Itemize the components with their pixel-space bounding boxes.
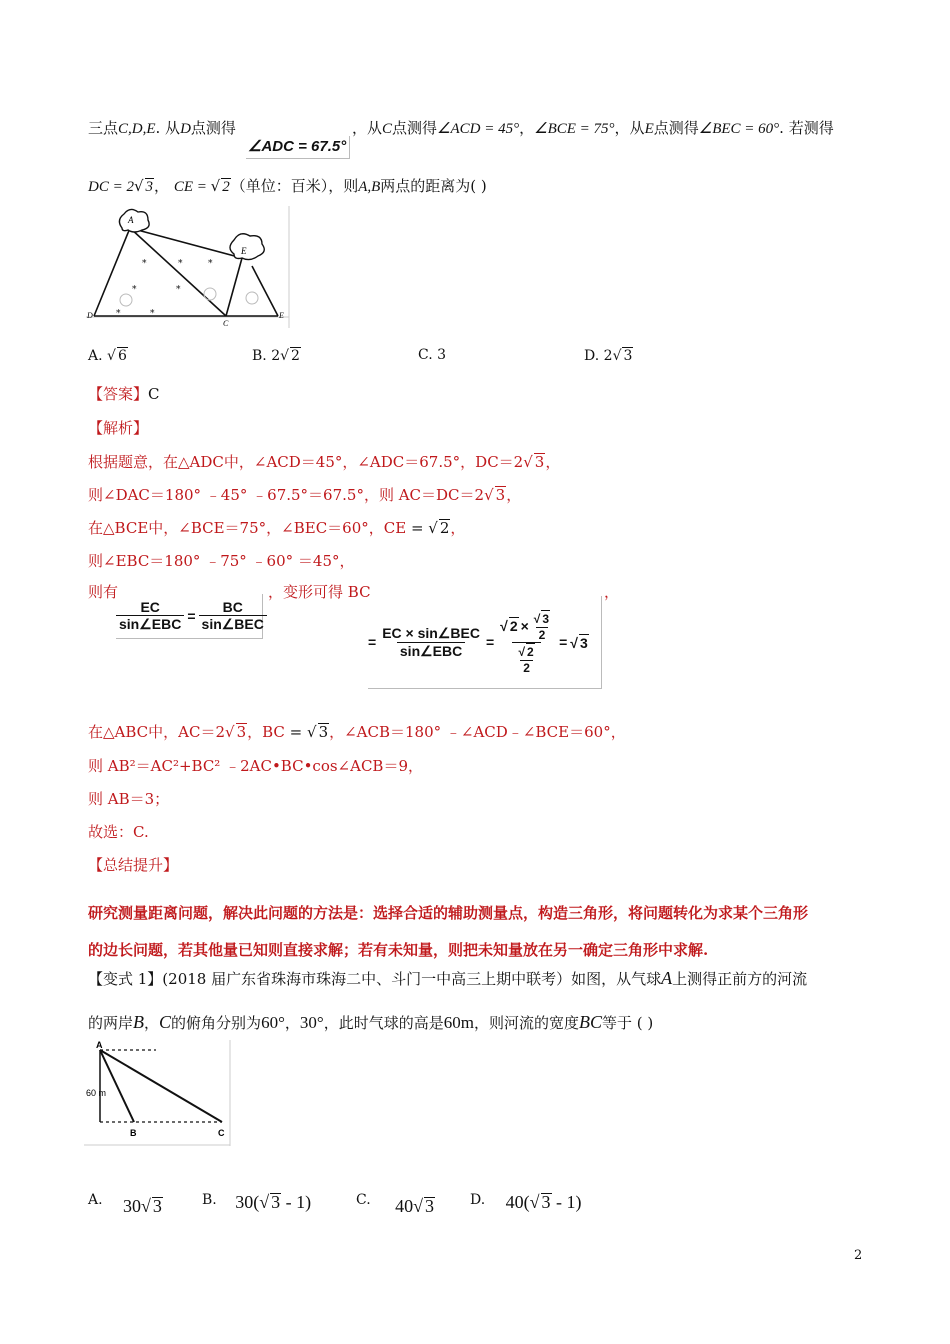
option-label: A. bbox=[88, 1192, 103, 1208]
option-label: D. bbox=[470, 1192, 486, 1208]
numerator: √ 3 bbox=[533, 611, 550, 626]
q1-option-b[interactable] bbox=[252, 347, 301, 364]
text: 的俯角分别为 bbox=[171, 1014, 262, 1032]
text: 【变式 1】(2018 届广东省珠海市珠海二中、斗门一中高三上期中联考）如图，从气球 bbox=[88, 970, 662, 988]
line-be bbox=[252, 266, 278, 316]
fig-label-e-top: E bbox=[241, 246, 247, 256]
ab: A,B bbox=[358, 179, 381, 195]
analysis-line9: 故选：C. bbox=[88, 823, 149, 841]
sqrt: √ 3 bbox=[225, 723, 247, 741]
balloon-figure bbox=[84, 1040, 232, 1146]
fig-label-c: C bbox=[223, 319, 229, 328]
angle-60: 60° bbox=[261, 1013, 285, 1032]
fraction-values bbox=[497, 610, 556, 675]
point-c: C bbox=[159, 1012, 172, 1032]
numerator: √ 2 bbox=[518, 644, 534, 659]
radicand: 3 bbox=[318, 723, 329, 741]
dc: DC = 2 bbox=[88, 179, 134, 195]
option-label: C. bbox=[356, 1192, 371, 1208]
text: ，变形可得 BC bbox=[268, 583, 371, 601]
sqrt: √ 2 bbox=[210, 177, 230, 195]
points: C,D,E bbox=[118, 121, 156, 137]
angle-adc-image bbox=[246, 136, 350, 159]
sqrt: √ 3 bbox=[133, 177, 154, 195]
sqrt: √ 3 bbox=[307, 723, 329, 741]
fraction-formula bbox=[379, 625, 483, 660]
numerator: BC bbox=[222, 599, 243, 615]
q1-option-a[interactable] bbox=[88, 347, 128, 364]
radicand: 3 bbox=[145, 179, 154, 195]
analysis-line1 bbox=[88, 452, 560, 472]
fig-label-a: A bbox=[128, 215, 134, 225]
analysis-tag: 【解析】 bbox=[88, 419, 149, 437]
angle-bce: ∠BCE = 75° bbox=[534, 121, 615, 137]
text: 点测得 bbox=[190, 119, 236, 137]
radicand: 2 bbox=[509, 618, 518, 634]
radicand: 6 bbox=[117, 348, 127, 364]
angle-acd: ∠ACD = 45° bbox=[437, 121, 520, 137]
analysis-line2 bbox=[88, 485, 521, 505]
text: ，从 bbox=[352, 119, 383, 137]
text: ， bbox=[144, 1014, 160, 1032]
radicand: 2 bbox=[527, 644, 534, 659]
answer-line bbox=[88, 384, 160, 404]
analysis-line5-mid bbox=[268, 582, 371, 602]
numerator: EC bbox=[140, 599, 160, 615]
svg-text:*: * bbox=[150, 309, 155, 319]
radicand: 3 bbox=[271, 1192, 281, 1212]
svg-text:*: * bbox=[176, 285, 181, 295]
point-c: C bbox=[382, 121, 393, 137]
text: ，从 bbox=[614, 119, 645, 137]
text: 则有 bbox=[88, 583, 119, 601]
equals: = bbox=[559, 634, 568, 650]
answer-tag: 【答案】 bbox=[88, 385, 149, 403]
text: - 1) bbox=[551, 1192, 582, 1212]
option-value: 30√ 3 bbox=[123, 1196, 162, 1216]
angle-adc: ∠ADC = 67.5° bbox=[248, 138, 347, 155]
cloud-e-icon bbox=[230, 234, 264, 260]
denominator: sin∠EBC bbox=[397, 642, 465, 660]
line-ad bbox=[94, 228, 130, 316]
text: 三点 bbox=[88, 119, 119, 137]
radicand: 3 bbox=[152, 1196, 162, 1216]
mountain-figure bbox=[86, 206, 292, 328]
denominator: 2 bbox=[536, 627, 549, 642]
text: 点测得 bbox=[653, 119, 699, 137]
q1-line1-right bbox=[352, 118, 834, 139]
text: ， bbox=[154, 177, 170, 195]
analysis-line3 bbox=[88, 518, 465, 538]
bc-equation bbox=[368, 596, 602, 689]
inner-fraction bbox=[515, 643, 537, 675]
radicand: 3 bbox=[534, 453, 545, 471]
height: 60m bbox=[443, 1013, 474, 1032]
radicand: 2 bbox=[439, 519, 450, 537]
text: 等于 ( ) bbox=[601, 1014, 654, 1032]
summary-para2: 的边长问题，若其他量已知则直接求解；若有未知量，则把未知量放在另一确定三角形中求解. bbox=[88, 941, 709, 959]
text: 点测得 bbox=[392, 119, 438, 137]
svg-text:*: * bbox=[116, 309, 121, 319]
text: 30 bbox=[123, 1196, 142, 1216]
option-label: B. bbox=[252, 348, 267, 364]
radicand: 2 bbox=[291, 348, 300, 364]
analysis-line5 bbox=[88, 582, 118, 602]
radicand: 3 bbox=[541, 1192, 551, 1212]
option-label: D. bbox=[584, 348, 600, 364]
q1-line2 bbox=[88, 176, 487, 197]
text: 在△BCE中，∠BCE＝75°，∠BEC＝60°，CE bbox=[88, 519, 411, 537]
equals: = bbox=[410, 519, 429, 537]
svg-text:*: * bbox=[132, 285, 137, 295]
text: ， bbox=[519, 119, 535, 137]
point-d: D bbox=[180, 121, 191, 137]
radicand: 3 bbox=[495, 486, 506, 504]
ratio-equation bbox=[116, 594, 263, 639]
sqrt: √ 2 bbox=[500, 618, 518, 634]
q1-option-c[interactable] bbox=[418, 347, 446, 363]
text: 在△ABC中，AC＝2 bbox=[88, 723, 225, 741]
numerator: EC × sin∠BEC bbox=[382, 624, 480, 641]
text: 40( bbox=[505, 1192, 530, 1212]
sqrt: √ 3 bbox=[523, 453, 545, 471]
option-value: 40√ 3 bbox=[395, 1196, 435, 1216]
shrub-icon bbox=[246, 292, 258, 304]
times: × bbox=[520, 617, 529, 634]
svg-text:*: * bbox=[142, 259, 147, 269]
analysis-line6 bbox=[88, 722, 626, 742]
coef: 2 bbox=[603, 348, 613, 364]
sqrt: √ 2 bbox=[280, 348, 300, 364]
radicand: 3 bbox=[542, 611, 550, 626]
variant-option-b[interactable] bbox=[202, 1188, 312, 1212]
coef: 2 bbox=[271, 348, 281, 364]
equals: = bbox=[368, 634, 377, 650]
shrub-icon bbox=[204, 288, 216, 300]
svg-text:*: * bbox=[208, 259, 213, 269]
text: . 从 bbox=[155, 119, 181, 137]
text: ， bbox=[284, 1014, 300, 1032]
angle-30: 30° bbox=[299, 1013, 324, 1032]
option-value: 40(√ 3 - 1) bbox=[505, 1192, 582, 1212]
text: . 若测得 bbox=[779, 119, 834, 137]
analysis-line4: 则∠EBC＝180° ﹣75° ﹣60° ＝45°， bbox=[88, 552, 355, 570]
fig2-label-c: C bbox=[218, 1128, 225, 1138]
point-b: B bbox=[133, 1012, 145, 1032]
text: ， bbox=[450, 519, 466, 537]
equals: = bbox=[187, 608, 196, 624]
denominator: sin∠EBC bbox=[116, 615, 184, 633]
text: 30( bbox=[235, 1192, 260, 1212]
inner-fraction bbox=[531, 610, 553, 642]
fig2-label-b: B bbox=[130, 1128, 137, 1138]
fraction-bc bbox=[199, 599, 267, 633]
text: 的两岸 bbox=[88, 1014, 134, 1032]
fraction-ec bbox=[116, 599, 184, 633]
option-label: B. bbox=[202, 1192, 217, 1208]
variant-option-c[interactable] bbox=[356, 1188, 435, 1216]
cloud-a-icon bbox=[119, 209, 149, 232]
option-value: 30(√ 3 - 1) bbox=[235, 1192, 312, 1212]
radicand: 3 bbox=[579, 634, 588, 651]
analysis-line5-end bbox=[604, 582, 619, 602]
point-a: A bbox=[661, 968, 673, 988]
fig-label-d: D bbox=[87, 311, 93, 320]
text: 两点的距离为( ) bbox=[380, 177, 487, 195]
q1-line1 bbox=[88, 118, 236, 139]
page-number: 2 bbox=[854, 1248, 863, 1263]
variant-line1 bbox=[88, 968, 807, 989]
svg-text:*: * bbox=[178, 259, 183, 269]
summary-para1: 研究测量距离问题，解决此问题的方法是：选择合适的辅助测量点，构造三角形，将问题转化为求某个三角形 bbox=[88, 904, 809, 922]
analysis-line7: 则 AB²＝AC²+BC² ﹣2AC•BC•cos∠ACB＝9， bbox=[88, 757, 423, 775]
sqrt: √ 3 bbox=[612, 348, 633, 364]
text: ，∠ACB＝180° ﹣∠ACD﹣∠BCE＝60°， bbox=[329, 723, 626, 741]
tree-marks bbox=[116, 259, 213, 319]
option-label: A. bbox=[88, 348, 103, 364]
sqrt: √ 3 bbox=[484, 486, 506, 504]
shrub-icon bbox=[120, 294, 132, 306]
fig2-label-a: A bbox=[96, 1040, 103, 1050]
text: 根据题意，在△ADC中，∠ACD＝45°，∠ADC＝67.5°，DC＝2 bbox=[88, 453, 524, 471]
line-bc bbox=[226, 258, 242, 316]
variant-option-d[interactable] bbox=[470, 1188, 582, 1212]
text: ， bbox=[506, 486, 522, 504]
radicand: 3 bbox=[236, 723, 247, 741]
summary-tag: 【总结提升】 bbox=[88, 856, 179, 874]
radicand: 2 bbox=[222, 179, 230, 195]
fig2-label-height: 60 m bbox=[86, 1088, 107, 1098]
angle-bec: ∠BEC = 60° bbox=[698, 121, 780, 137]
text: ，此时气球的高是 bbox=[323, 1014, 444, 1032]
text: 40 bbox=[395, 1196, 414, 1216]
text: ， bbox=[545, 453, 561, 471]
numerator bbox=[497, 610, 556, 642]
variant-line2 bbox=[88, 1012, 653, 1033]
variant-option-a[interactable] bbox=[88, 1188, 163, 1216]
ce: CE = bbox=[173, 179, 211, 195]
bc: BC bbox=[578, 1012, 602, 1032]
radicand: 3 bbox=[425, 1196, 435, 1216]
answer-value: C bbox=[148, 385, 160, 403]
text: - 1) bbox=[281, 1192, 312, 1212]
equals: = bbox=[485, 634, 495, 650]
sqrt: √ 3 bbox=[570, 634, 588, 651]
point-e: E bbox=[644, 121, 654, 137]
sqrt: √ 2 bbox=[428, 519, 450, 537]
fig-label-e: E bbox=[279, 311, 284, 320]
text: 则∠DAC＝180° ﹣45° ﹣67.5°＝67.5°，则 AC＝DC＝2 bbox=[88, 486, 485, 504]
text: ，则河流的宽度 bbox=[473, 1014, 579, 1032]
option-label: C. bbox=[418, 347, 433, 363]
text: （单位：百米），则 bbox=[230, 177, 359, 195]
text: ，BC bbox=[247, 723, 290, 741]
text: 上测得正前方的河流 bbox=[672, 970, 808, 988]
radicand: 3 bbox=[623, 348, 633, 364]
analysis-line8: 则 AB＝3； bbox=[88, 790, 170, 808]
coef: 3 bbox=[437, 347, 447, 363]
denominator bbox=[512, 642, 540, 675]
text: ， bbox=[604, 583, 620, 601]
equals: = bbox=[289, 723, 307, 741]
sqrt: √ 6 bbox=[107, 348, 127, 364]
denominator: sin∠BEC bbox=[199, 615, 267, 633]
denominator: 2 bbox=[520, 660, 533, 675]
q1-option-d[interactable] bbox=[584, 347, 633, 364]
line-ac bbox=[100, 1050, 222, 1122]
